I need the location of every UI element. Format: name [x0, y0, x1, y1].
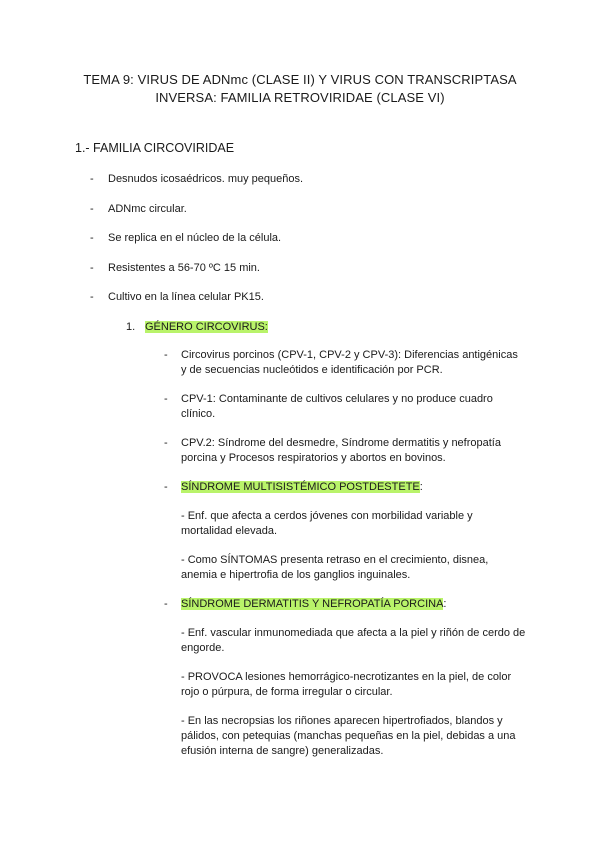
paragraph: - Como SÍNTOMAS presenta retraso en el crecimiento, disnea, anemia e hipertrofia de los ganglios inguinales. — [181, 554, 489, 581]
bullet-dash: - — [90, 203, 94, 215]
bullet-dash: - — [90, 173, 94, 185]
list-item-text: Resistentes a 56-70 ºC 15 min. — [108, 262, 260, 274]
page-title — [40, 71, 560, 107]
bullet-dash: - — [90, 232, 94, 244]
paragraph: - Enf. que afecta a cerdos jóvenes con morbilidad variable y mortalidad elevada. — [181, 510, 473, 537]
paragraph: - Enf. vascular inmunomediada que afecta a la piel y riñón de cerdo de engorde. — [181, 627, 526, 654]
bullet-dash: - — [164, 349, 168, 361]
pmws-label: SÍNDROME MULTISISTÉMICO POSTDESTETE — [181, 481, 420, 493]
pmws-colon: : — [419, 481, 423, 493]
pdns-colon: : — [443, 598, 447, 610]
paragraph: - En las necropsias los riñones aparecen hipertrofiados, blandos y pálidos, con petequias (manchas pequeñas en la piel, debidas a una efusión interna de sangre) generalizadas. — [181, 715, 516, 757]
list-item-text: CPV.2: Síndrome del desmedre, Síndrome dermatitis y nefropatía porcina y Procesos respiratorios y abortos en bovinos. — [181, 437, 501, 464]
section-heading: 1.- FAMILIA CIRCOVIRIDAE — [75, 141, 235, 155]
paragraph: - PROVOCA lesiones hemorrágico-necrotizantes en la piel, de color rojo o púrpura, de forma irregular o circular. — [181, 671, 512, 698]
list-item-text: ADNmc circular. — [108, 203, 187, 215]
bullet-dash: - — [90, 291, 94, 303]
title-line-2: INVERSA: FAMILIA RETROVIRIDAE (CLASE VI) — [155, 90, 445, 105]
bullet-dash: - — [164, 481, 168, 493]
bullet-dash: - — [164, 393, 168, 405]
bullet-dash: - — [90, 262, 94, 274]
list-item-text: Circovirus porcinos (CPV-1, CPV-2 y CPV-3): Diferencias antigénicas y de secuencias nucleótidos e identificación por PCR. — [181, 349, 518, 376]
genus-number: 1. — [126, 321, 136, 333]
pdns-label: SÍNDROME DERMATITIS Y NEFROPATÍA PORCINA — [181, 598, 444, 610]
title-line-1: TEMA 9: VIRUS DE ADNmc (CLASE II) Y VIRUS CON TRANSCRIPTASA — [83, 72, 517, 87]
list-item-text: Desnudos icosaédricos. muy pequeños. — [108, 173, 304, 185]
bullet-dash: - — [164, 598, 168, 610]
genus-label: GÉNERO CIRCOVIRUS: — [145, 321, 268, 333]
bullet-dash: - — [164, 437, 168, 449]
list-item-text: Se replica en el núcleo de la célula. — [108, 232, 282, 244]
list-item-text: CPV-1: Contaminante de cultivos celulares y no produce cuadro clínico. — [181, 393, 493, 420]
list-item-text: Cultivo en la línea celular PK15. — [108, 291, 264, 303]
